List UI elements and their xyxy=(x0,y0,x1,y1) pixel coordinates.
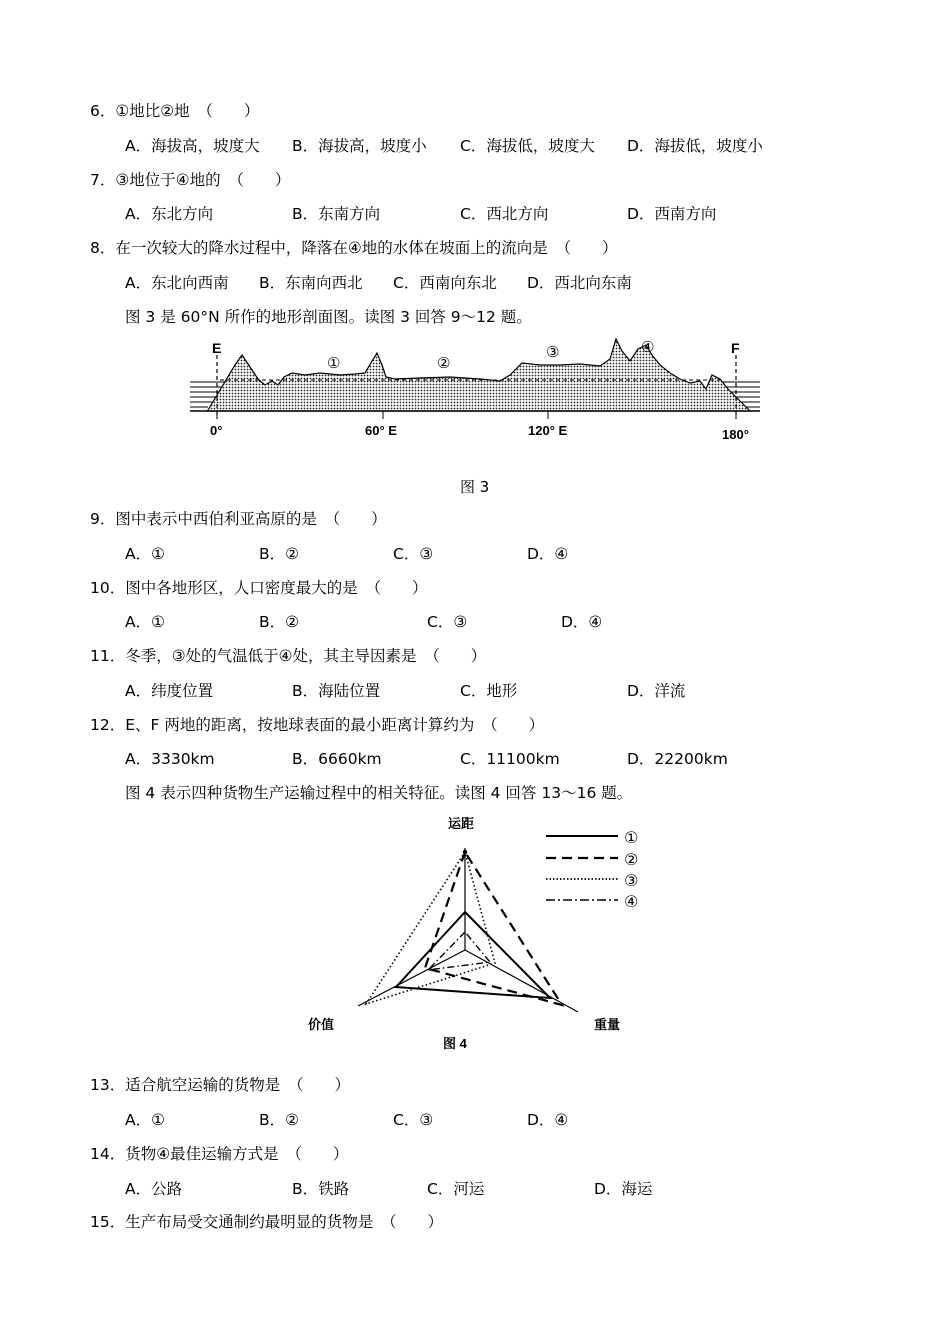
figure-3-intro: 图 3 是 60°N 所作的地形剖面图。读图 3 回答 9～12 题。 xyxy=(125,308,532,326)
region-1: ① xyxy=(327,355,341,372)
q11-option-c[interactable]: C．地形 xyxy=(460,682,518,700)
label-f: F xyxy=(731,340,740,356)
q9-option-c[interactable]: C．③ xyxy=(393,545,434,563)
figure-4-diagram xyxy=(300,810,660,1055)
legend-2: ② xyxy=(624,852,639,869)
tick-60e: 60° E xyxy=(365,423,397,438)
question-11-stem: 11．冬季，③处的气温低于④处，其主导因素是 （ ） xyxy=(90,647,487,665)
question-14-stem: 14．货物④最佳运输方式是 （ ） xyxy=(90,1145,349,1163)
q9-option-a[interactable]: A．① xyxy=(125,545,165,563)
q10-option-c[interactable]: C．③ xyxy=(427,613,468,631)
q14-option-c[interactable]: C．河运 xyxy=(427,1180,485,1198)
question-9-stem: 9．图中表示中西伯利亚高原的是 （ ） xyxy=(90,510,387,528)
question-12-stem: 12．E、F 两地的距离，按地球表面的最小距离计算约为 （ ） xyxy=(90,716,545,734)
figure-4-intro: 图 4 表示四种货物生产运输过程中的相关特征。读图 4 回答 13～16 题。 xyxy=(125,784,633,802)
q11-option-b[interactable]: B．海陆位置 xyxy=(292,682,381,700)
q11-option-d[interactable]: D．洋流 xyxy=(627,682,686,700)
q11-option-a[interactable]: A．纬度位置 xyxy=(125,682,214,700)
q7-option-c[interactable]: C．西北方向 xyxy=(460,205,549,223)
question-15-stem: 15．生产布局受交通制约最明显的货物是 （ ） xyxy=(90,1213,443,1231)
region-3: ③ xyxy=(546,344,560,361)
q14-option-d[interactable]: D．海运 xyxy=(594,1180,653,1198)
q10-option-d[interactable]: D．④ xyxy=(561,613,603,631)
question-13-stem: 13．适合航空运输的货物是 （ ） xyxy=(90,1076,350,1094)
region-2: ② xyxy=(437,355,451,372)
figure-3-terrain-profile xyxy=(180,335,780,453)
q7-option-a[interactable]: A．东北方向 xyxy=(125,205,214,223)
q6-option-c[interactable]: C．海拔低，坡度大 xyxy=(460,137,595,155)
terrain-shape xyxy=(208,339,750,411)
figure-4-caption: 图 4 xyxy=(443,1036,467,1051)
figure-3-caption: 图 3 xyxy=(460,478,490,496)
q9-option-b[interactable]: B．② xyxy=(259,545,300,563)
q6-option-d[interactable]: D．海拔低，坡度小 xyxy=(627,137,763,155)
q12-option-c[interactable]: C．11100km xyxy=(460,750,560,768)
q8-option-b[interactable]: B．东南向西北 xyxy=(259,274,363,292)
q8-option-d[interactable]: D．西北向东南 xyxy=(527,274,632,292)
tick-180: 180° xyxy=(722,427,749,442)
region-4: ④ xyxy=(641,339,655,356)
q13-option-b[interactable]: B．② xyxy=(259,1111,300,1129)
label-e: E xyxy=(212,340,222,356)
q14-option-a[interactable]: A．公路 xyxy=(125,1180,183,1198)
series-2-polygon xyxy=(425,852,562,1005)
q12-option-b[interactable]: B．6660km xyxy=(292,750,382,768)
legend-1: ① xyxy=(624,830,639,847)
tick-120e: 120° E xyxy=(528,423,568,438)
legend-3: ③ xyxy=(624,873,639,890)
question-7-stem: 7．③地位于④地的 （ ） xyxy=(90,171,291,189)
legend xyxy=(546,830,638,911)
q12-option-d[interactable]: D．22200km xyxy=(627,750,728,768)
q14-option-b[interactable]: B．铁路 xyxy=(292,1180,350,1198)
q6-option-a[interactable]: A．海拔高，坡度大 xyxy=(125,137,260,155)
q12-option-a[interactable]: A．3330km xyxy=(125,750,215,768)
q13-option-a[interactable]: A．① xyxy=(125,1111,165,1129)
q6-option-b[interactable]: B．海拔高，坡度小 xyxy=(292,137,427,155)
q13-option-c[interactable]: C．③ xyxy=(393,1111,434,1129)
q8-option-a[interactable]: A．东北向西南 xyxy=(125,274,229,292)
q7-option-d[interactable]: D．西南方向 xyxy=(627,205,717,223)
legend-4: ④ xyxy=(624,894,639,911)
axis-top-label: 运距 xyxy=(448,816,475,831)
q8-option-c[interactable]: C．西南向东北 xyxy=(393,274,497,292)
q10-option-b[interactable]: B．② xyxy=(259,613,300,631)
series-3-polygon xyxy=(366,852,495,1004)
axis-left-label: 价值 xyxy=(308,1017,335,1032)
tick-0: 0° xyxy=(210,423,223,438)
q13-option-d[interactable]: D．④ xyxy=(527,1111,569,1129)
question-10-stem: 10．图中各地形区，人口密度最大的是 （ ） xyxy=(90,579,428,597)
axis-right-label: 重量 xyxy=(594,1017,621,1032)
q7-option-b[interactable]: B．东南方向 xyxy=(292,205,381,223)
q10-option-a[interactable]: A．① xyxy=(125,613,165,631)
q9-option-d[interactable]: D．④ xyxy=(527,545,569,563)
question-6-stem: 6．①地比②地 （ ） xyxy=(90,102,260,120)
question-8-stem: 8．在一次较大的降水过程中，降落在④地的水体在坡面上的流向是 （ ） xyxy=(90,239,618,257)
